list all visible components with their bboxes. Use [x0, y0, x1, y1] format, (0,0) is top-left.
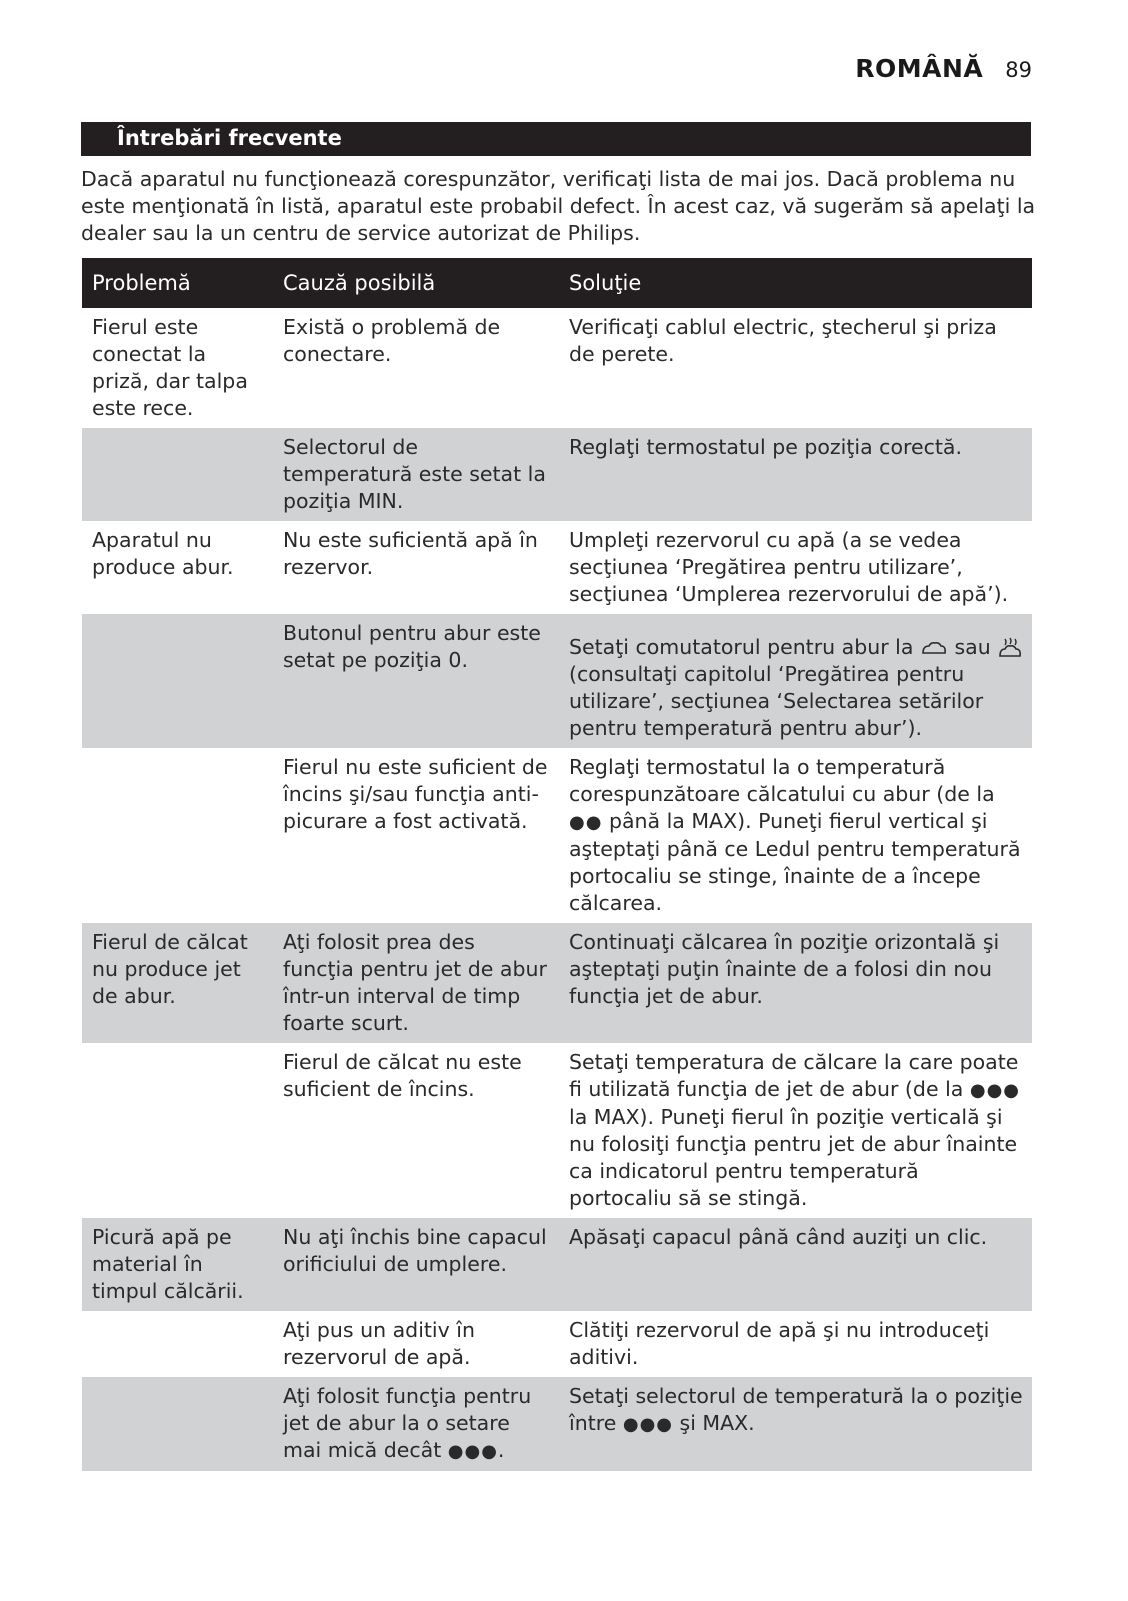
steam-high-icon — [997, 637, 1023, 659]
temperature-dots: ●●● — [447, 1441, 498, 1462]
cause-cell: Aţi folosit prea des funcţia pentru jet de abur într-un interval de timp foarte scurt. — [273, 923, 559, 1043]
solution-text-part: la MAX). Puneţi fierul în poziţie verticală şi nu folosiţi funcţia pentru jet de abur înainte ca indicatorul pentru temperatură portocaliu să se stingă. — [569, 1105, 1018, 1210]
cause-cell: Butonul pentru abur este setat pe poziţia 0. — [273, 614, 559, 748]
solution-text-part: sau — [954, 635, 991, 659]
table-row — [82, 428, 1032, 521]
problem-cell: Aparatul nu produce abur. — [92, 528, 234, 579]
problem-cell — [82, 428, 273, 521]
table-header-row — [82, 258, 1032, 308]
problem-cell: Fierul este conectat la priză, dar talpa este rece. — [92, 315, 248, 420]
cause-cell: Nu aţi închis bine capacul orificiului de umplere. — [273, 1218, 559, 1311]
troubleshooting-table — [82, 258, 1032, 1471]
steam-low-icon — [920, 640, 948, 656]
cause-cell: Nu este suficientă apă în rezervor. — [283, 528, 538, 579]
cause-cell: Fierul de călcat nu este suficient de încins. — [283, 1050, 522, 1101]
solution-text-part: Setaţi selectorul de temperatură la o poziţie între — [569, 1384, 1023, 1435]
table-row — [82, 308, 1032, 428]
solution-text-part: Setaţi comutatorul pentru abur la — [569, 635, 914, 659]
table-row — [82, 521, 1032, 614]
table-row — [82, 1043, 1032, 1218]
table-row — [82, 923, 1032, 1043]
solution-cell — [559, 1043, 1032, 1218]
solution-cell: Reglaţi termostatul pe poziţia corectă. — [559, 428, 1032, 521]
solution-text-part: Setaţi temperatura de călcare la care poate fi utilizată funcţia de jet de abur (de la — [569, 1050, 1019, 1101]
table-row — [82, 614, 1032, 748]
language-label: ROMÂNĂ — [855, 54, 984, 83]
header-solution: Soluţie — [559, 258, 1032, 308]
section-header-bar — [81, 122, 1031, 156]
cause-cell: Fierul nu este suficient de încins şi/sau funcţia anti-picurare a fost activată. — [283, 755, 548, 833]
table-row — [82, 1218, 1032, 1311]
solution-cell: Umpleţi rezervorul cu apă (a se vedea secţiunea ‘Pregătirea pentru utilizare’, secţiunea ‘Umplerea rezervorului de apă’). — [569, 528, 1009, 606]
solution-cell: Apăsaţi capacul până când auziţi un clic. — [559, 1218, 1032, 1311]
section-title: Întrebări frecvente — [117, 126, 342, 150]
temperature-dots: ●●● — [622, 1414, 673, 1435]
solution-cell: Clătiţi rezervorul de apă şi nu introduceţi aditivi. — [569, 1318, 990, 1369]
problem-cell — [82, 1377, 273, 1471]
header-cause: Cauză posibilă — [273, 258, 559, 308]
problem-cell: Fierul de călcat nu produce jet de abur. — [82, 923, 273, 1043]
problem-cell — [82, 748, 273, 923]
temperature-dots: ●●● — [969, 1080, 1020, 1101]
table-row — [82, 1377, 1032, 1471]
problem-cell — [82, 1311, 273, 1377]
solution-cell — [559, 614, 1032, 748]
solution-cell: Continuaţi călcarea în poziţie orizontală şi aşteptaţi puţin înainte de a folosi din nou funcţia jet de abur. — [559, 923, 1032, 1043]
cause-cell — [273, 1377, 559, 1471]
cause-cell: Aţi pus un aditiv în rezervorul de apă. — [283, 1318, 475, 1369]
solution-text-part: (consultaţi capitolul ‘Pregătirea pentru utilizare’, secţiunea ‘Selectarea setărilor pentru temperatură pentru abur’). — [569, 662, 984, 740]
solution-cell: Verificaţi cablul electric, ştecherul şi priza de perete. — [569, 315, 997, 366]
temperature-dots: ●● — [569, 812, 603, 833]
solution-cell — [559, 1377, 1032, 1471]
solution-cell — [559, 748, 1032, 923]
solution-text-part: Reglaţi termostatul la o temperatură corespunzătoare călcatului cu abur (de la — [569, 755, 995, 806]
page-header — [855, 54, 1032, 83]
cause-cell: Există o problemă de conectare. — [283, 315, 501, 366]
problem-cell — [82, 1043, 273, 1218]
problem-cell: Picură apă pe material în timpul călcării. — [82, 1218, 273, 1311]
cause-text-part: . — [497, 1438, 505, 1462]
table-row — [82, 748, 1032, 923]
page-number: 89 — [1005, 58, 1032, 82]
cause-text-part: Aţi folosit funcţia pentru jet de abur la o setare mai mică decât — [283, 1384, 532, 1462]
intro-paragraph: Dacă aparatul nu funcţionează corespunzător, verificaţi lista de mai jos. Dacă problema nu este menţionată în listă, aparatul este probabil defect. În acest caz, vă sugerăm să apelaţi la dealer sau la un centru de service autorizat de Philips. — [81, 167, 1036, 245]
solution-text-part: până la MAX). Puneţi fierul vertical şi aşteptaţi până ce Ledul pentru temperatură portocaliu se stinge, înainte de a începe călcarea. — [569, 809, 1021, 915]
header-problem: Problemă — [82, 258, 273, 308]
table-row — [82, 1311, 1032, 1377]
problem-cell — [82, 614, 273, 748]
cause-cell: Selectorul de temperatură este setat la poziţia MIN. — [273, 428, 559, 521]
solution-text-part: şi MAX. — [679, 1411, 755, 1435]
